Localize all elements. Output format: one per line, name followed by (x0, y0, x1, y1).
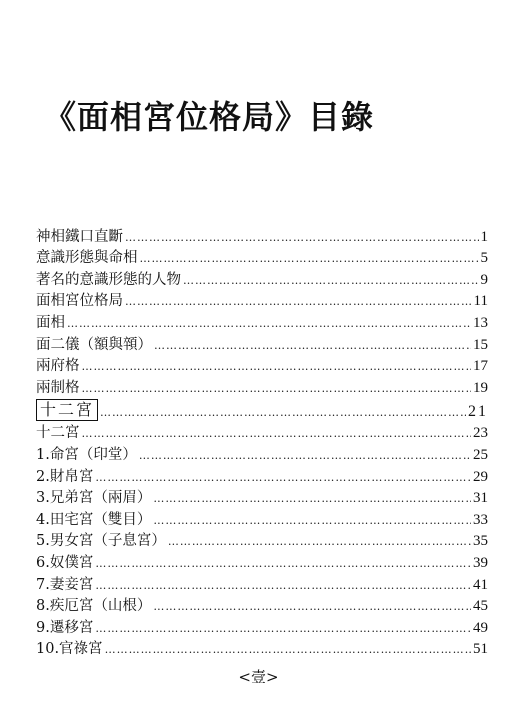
toc-entry (36, 464, 488, 486)
toc-entry-label: 兩制格 (36, 379, 80, 396)
toc-entry (36, 310, 488, 332)
dot-leader (183, 273, 479, 289)
dot-leader (168, 534, 471, 550)
toc-entry (36, 354, 488, 376)
toc-entry (36, 550, 488, 572)
toc-entry-label: 8.疾厄宮（山根） (36, 598, 152, 615)
toc-entry-page-number: 21 (468, 402, 488, 420)
toc-entry-label: 10.官祿宮 (36, 641, 103, 658)
toc-entry-label: 著名的意識形態的人物 (36, 271, 181, 288)
dot-leader (153, 513, 471, 529)
dot-leader (125, 294, 472, 310)
toc-entry (36, 421, 488, 443)
dot-leader (140, 251, 479, 267)
toc-entry-page-number: 35 (473, 533, 488, 550)
toc-entry (36, 529, 488, 551)
toc-entry-page-number: 33 (473, 511, 488, 528)
toc-entry (36, 615, 488, 637)
toc-entry-label: 神相鐵口直斷 (36, 228, 123, 245)
toc-entry-page-number: 49 (473, 619, 488, 636)
dot-leader (95, 578, 471, 594)
dot-leader (139, 448, 471, 464)
dot-leader (100, 405, 466, 421)
dot-leader (153, 491, 471, 507)
dot-leader (105, 642, 471, 658)
toc-entry-page-number: 5 (480, 250, 488, 267)
dot-leader (82, 359, 472, 375)
toc-entry-label: 十二宮 (36, 425, 80, 442)
table-of-contents (36, 224, 488, 658)
toc-entry-page-number: 51 (473, 641, 488, 658)
toc-entry (36, 332, 488, 354)
toc-entry-label: 十二宮 (36, 399, 98, 421)
toc-entry-label: 6.奴僕宮 (36, 554, 94, 571)
toc-entry-label: 面相宮位格局 (36, 293, 123, 310)
toc-entry (36, 486, 488, 508)
toc-entry (36, 246, 488, 268)
dot-leader (125, 230, 479, 246)
toc-entry-label: 3.兄弟宮（兩眉） (36, 490, 152, 507)
toc-entry (36, 289, 488, 311)
toc-entry-page-number: 31 (473, 490, 488, 507)
toc-entry-page-number: 19 (473, 379, 488, 396)
toc-entry (36, 572, 488, 594)
toc-entry-page-number: 1 (480, 228, 488, 245)
toc-entry-page-number: 15 (473, 336, 488, 353)
dot-leader (82, 426, 472, 442)
page-number-footer: <壹> (238, 668, 279, 686)
toc-entry-page-number: 29 (473, 468, 488, 485)
toc-entry-label: 面二儀（額與顇） (36, 336, 152, 353)
toc-entry (36, 224, 488, 246)
toc-entry-page-number: 45 (473, 598, 488, 615)
toc-entry-page-number: 25 (473, 446, 488, 463)
toc-entry (36, 442, 488, 464)
toc-entry-page-number: 9 (480, 271, 488, 288)
dot-leader (67, 316, 471, 332)
toc-entry-label: 1.命宮（印堂） (36, 446, 137, 463)
toc-entry (36, 594, 488, 616)
toc-entry-label: 4.田宅宮（雙目） (36, 511, 152, 528)
dot-leader (82, 381, 472, 397)
dot-leader (95, 621, 471, 637)
toc-entry-label: 5.男女宮（子息宮） (36, 533, 166, 550)
toc-entry-page-number: 39 (473, 554, 488, 571)
toc-entry-page-number: 11 (473, 293, 488, 310)
toc-entry (36, 637, 488, 659)
dot-leader (95, 556, 471, 572)
toc-entry-label: 7.妻妾宮 (36, 576, 94, 593)
toc-entry-label: 意識形態與命相 (36, 250, 138, 267)
toc-entry-page-number: 41 (473, 576, 488, 593)
toc-entry (36, 267, 488, 289)
dot-leader (95, 470, 471, 486)
toc-entry (36, 375, 488, 397)
dot-leader (154, 338, 471, 354)
page-title: 《面相宮位格局》目錄 (44, 98, 375, 136)
toc-entry (36, 507, 488, 529)
toc-entry-page-number: 17 (473, 358, 488, 375)
toc-entry-label: 2.財帛宮 (36, 468, 94, 485)
toc-entry-label: 9.遷移宮 (36, 619, 94, 636)
dot-leader (153, 599, 471, 615)
toc-entry (36, 397, 488, 421)
toc-entry-page-number: 23 (473, 425, 488, 442)
toc-entry-label: 兩府格 (36, 358, 80, 375)
toc-entry-label: 面相 (36, 314, 65, 331)
toc-entry-page-number: 13 (473, 314, 488, 331)
